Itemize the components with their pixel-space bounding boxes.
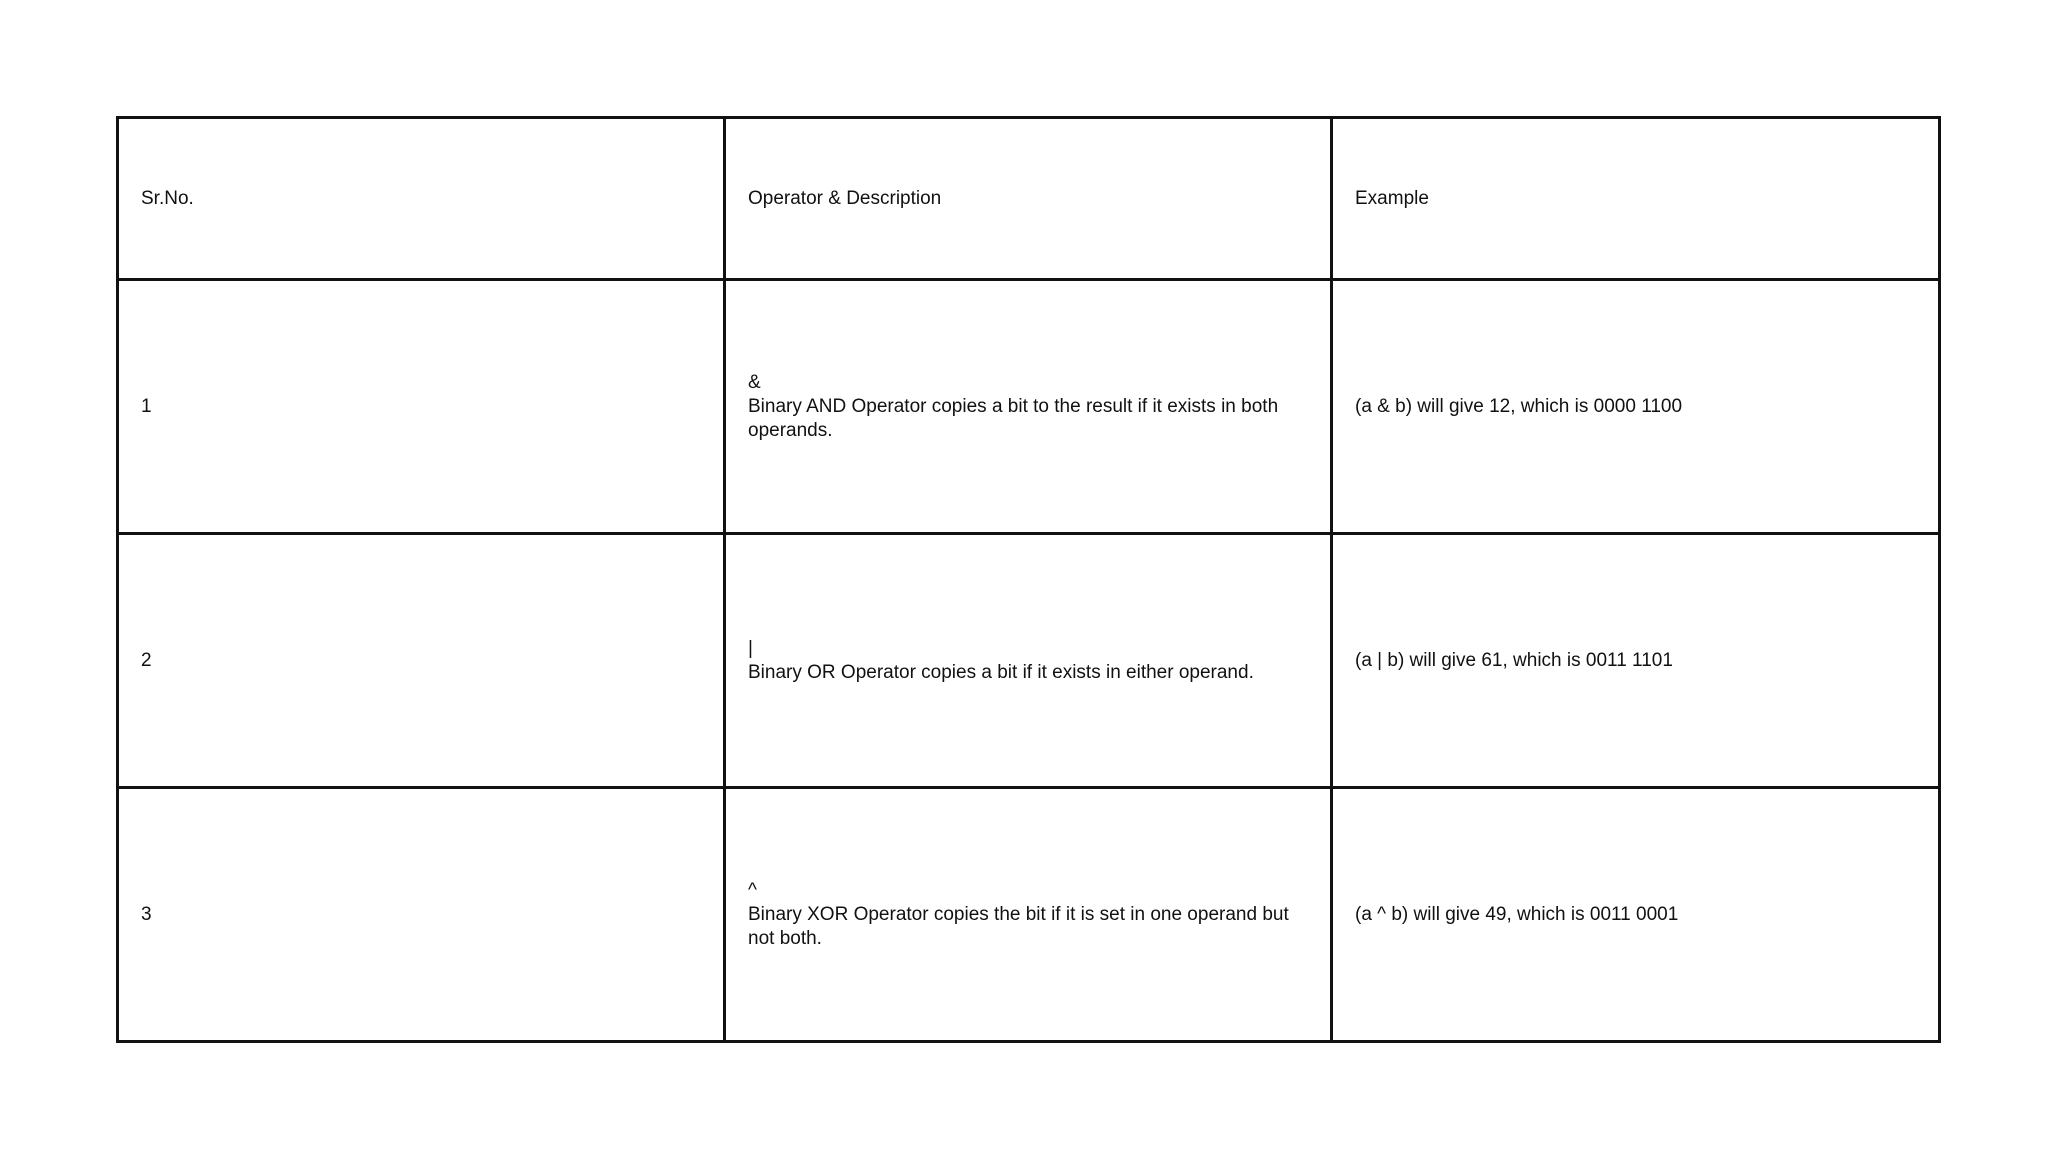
operator-symbol: ^: [748, 879, 757, 901]
example-cell: (a | b) will give 61, which is 0011 1101: [1332, 534, 1940, 788]
operator-description: Binary OR Operator copies a bit if it exists in either operand.: [748, 661, 1254, 683]
operator-description-cell: [725, 788, 1332, 1042]
operator-symbol: &: [748, 371, 761, 393]
header-sr-no: Sr.No.: [118, 118, 725, 280]
operator-description: Binary XOR Operator copies the bit if it is set in one operand but not both.: [748, 903, 1289, 949]
example-cell: (a & b) will give 12, which is 0000 1100: [1332, 280, 1940, 534]
sr-no-cell: 1: [118, 280, 725, 534]
bitwise-operators-table: [116, 116, 1941, 1043]
table-row: [118, 788, 1940, 1042]
operator-description: Binary AND Operator copies a bit to the result if it exists in both operands.: [748, 395, 1279, 441]
header-example: Example: [1332, 118, 1940, 280]
sr-no-cell: 2: [118, 534, 725, 788]
operator-symbol: |: [748, 637, 753, 659]
table-row: [118, 280, 1940, 534]
sr-no-cell: 3: [118, 788, 725, 1042]
example-cell: (a ^ b) will give 49, which is 0011 0001: [1332, 788, 1940, 1042]
table-header-row: [118, 118, 1940, 280]
header-operator-description: Operator & Description: [725, 118, 1332, 280]
operator-description-cell: [725, 534, 1332, 788]
table-row: [118, 534, 1940, 788]
operator-description-cell: [725, 280, 1332, 534]
